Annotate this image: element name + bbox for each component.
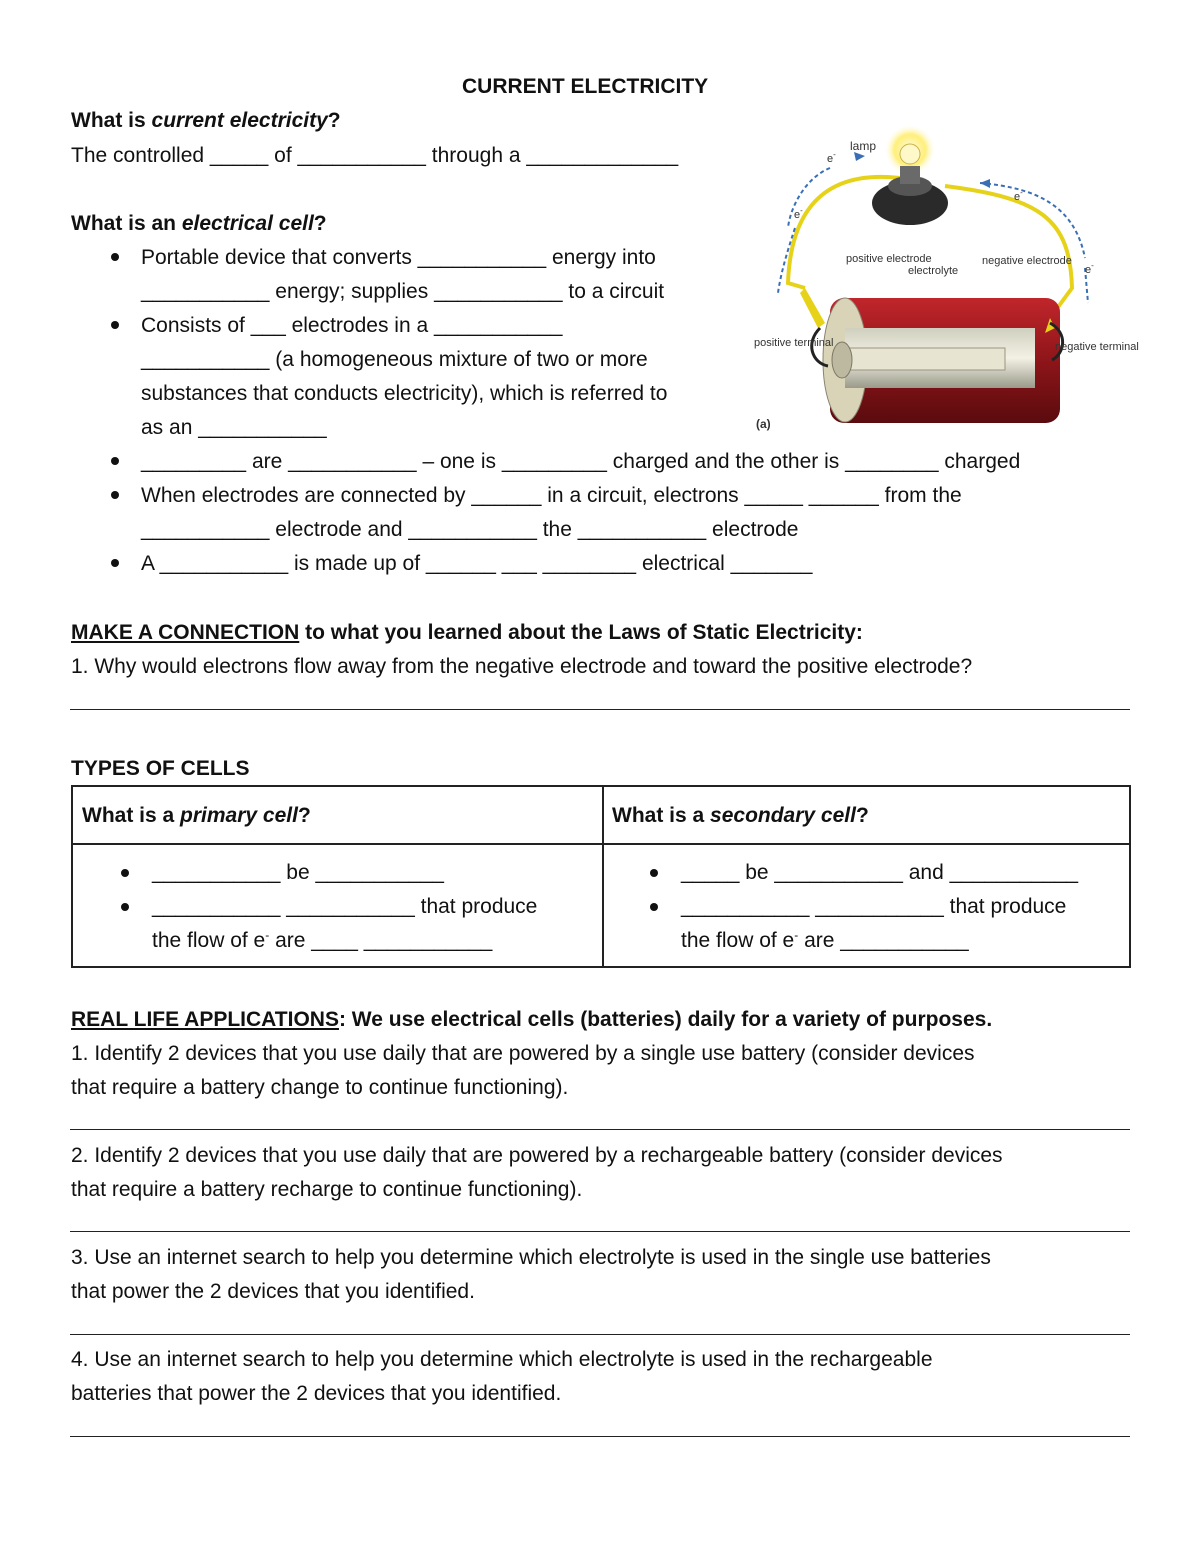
- lamp-neck: [900, 166, 920, 184]
- label-electrolyte: electrolyte: [908, 265, 959, 277]
- types-heading: TYPES OF CELLS: [71, 757, 250, 780]
- connection-heading: [71, 620, 863, 646]
- q2-em: electrical cell: [181, 212, 314, 235]
- cell-line-10: A ___________ is made up of ______ ___ ________ electrical _______: [141, 552, 813, 575]
- primary-cell-header: [82, 803, 311, 829]
- connection-heading-underlined: MAKE A CONNECTION: [71, 621, 300, 644]
- secondary-pre: What is a: [612, 804, 711, 827]
- cell-line-8: When electrodes are connected by ______ in a circuit, electrons _____ ______ from the: [141, 484, 962, 507]
- primary-post: ?: [297, 804, 311, 827]
- table-divider: [602, 787, 604, 966]
- secondary-em: secondary cell: [710, 804, 856, 827]
- secondary-line-3-sup: -: [794, 928, 799, 942]
- bullet: [121, 903, 129, 911]
- label-e: e-: [794, 206, 803, 221]
- connection-question: 1. Why would electrons flow away from the negative electrode and toward the positive electrode?: [71, 655, 973, 678]
- question-electrical-cell: [71, 211, 327, 237]
- label-e: e-: [827, 150, 836, 165]
- primary-line-3-post: are ____ ___________: [269, 929, 493, 952]
- cell-line-3: Consists of ___ electrodes in a ___________: [141, 314, 563, 337]
- app-q1-line-2: that require a battery change to continue functioning).: [71, 1076, 569, 1099]
- label-positive-electrode: positive electrode: [846, 253, 932, 265]
- secondary-line-3-pre: the flow of e: [681, 929, 795, 952]
- app-q3-line-2: that power the 2 devices that you identified.: [71, 1280, 475, 1303]
- secondary-line-3: [681, 928, 969, 954]
- table-divider: [73, 843, 1129, 845]
- secondary-line-2: ___________ ___________ that produce: [681, 895, 1067, 918]
- cell-line-6: as an ___________: [141, 416, 327, 439]
- label-figure: (a): [756, 417, 771, 431]
- primary-line-2: ___________ ___________ that produce: [152, 895, 538, 918]
- app-q1-line-1: 1. Identify 2 devices that you use daily that are powered by a single use battery (consider devices: [71, 1042, 975, 1065]
- app-q3-line-1: 3. Use an internet search to help you determine which electrolyte is used in the single use batteries: [71, 1246, 991, 1269]
- cell-line-1: Portable device that converts ___________ energy into: [141, 246, 656, 269]
- bullet: [121, 869, 129, 877]
- answer-line[interactable]: [70, 1129, 1130, 1130]
- secondary-line-3-post: are ___________: [798, 929, 969, 952]
- q1-answer-line: The controlled _____ of ___________ through a _____________: [71, 144, 679, 167]
- arrowhead: [980, 179, 990, 188]
- label-e: e-: [1085, 261, 1094, 276]
- app-q2-line-2: that require a battery recharge to continue functioning).: [71, 1178, 583, 1201]
- types-table: [71, 785, 1131, 968]
- answer-line[interactable]: [70, 1334, 1130, 1335]
- cell-line-2: ___________ energy; supplies ___________ to a circuit: [141, 280, 665, 303]
- label-e: e-: [1014, 188, 1023, 203]
- secondary-cell-header: [612, 803, 869, 829]
- primary-line-1: ___________ be ___________: [152, 861, 444, 884]
- bullet: [111, 491, 119, 499]
- primary-em: primary cell: [180, 804, 298, 827]
- battery-cap: [832, 342, 852, 378]
- primary-line-3-pre: the flow of e: [152, 929, 266, 952]
- q2-post: ?: [313, 212, 327, 235]
- arrowhead: [854, 152, 865, 161]
- secondary-line-1: _____ be ___________ and ___________: [681, 861, 1079, 884]
- q1-pre: What is: [71, 109, 152, 132]
- cell-line-7: _________ are ___________ – one is _________ charged and the other is ________ charged: [141, 450, 1021, 473]
- app-q2-line-1: 2. Identify 2 devices that you use daily that are powered by a rechargeable battery (consider devices: [71, 1144, 1003, 1167]
- answer-line[interactable]: [70, 1436, 1130, 1437]
- bullet: [111, 559, 119, 567]
- q1-em: current electricity: [151, 109, 328, 132]
- applications-heading-underlined: REAL LIFE APPLICATIONS: [71, 1008, 339, 1031]
- question-current-electricity: [71, 108, 341, 134]
- primary-line-3-sup: -: [265, 928, 270, 942]
- bullet: [650, 903, 658, 911]
- cell-line-9: ___________ electrode and ___________ the ___________ electrode: [141, 518, 799, 541]
- applications-heading: [71, 1007, 992, 1033]
- answer-line[interactable]: [70, 709, 1130, 710]
- secondary-post: ?: [855, 804, 869, 827]
- bullet: [650, 869, 658, 877]
- q2-pre: What is an: [71, 212, 182, 235]
- label-negative-electrode: negative electrode: [982, 255, 1072, 267]
- page-title: CURRENT ELECTRICITY: [462, 75, 709, 98]
- primary-line-3: [152, 928, 492, 954]
- q1-post: ?: [327, 109, 341, 132]
- battery-circuit-diagram: [750, 128, 1139, 438]
- bullet: [111, 457, 119, 465]
- bullet: [111, 253, 119, 261]
- label-positive-terminal: positive terminal: [754, 337, 834, 349]
- primary-pre: What is a: [82, 804, 181, 827]
- label-lamp: lamp: [850, 139, 877, 153]
- label-negative-terminal: negative terminal: [1055, 341, 1139, 353]
- cell-line-4: ___________ (a homogeneous mixture of two or more: [141, 348, 648, 371]
- applications-heading-rest: : We use electrical cells (batteries) daily for a variety of purposes.: [338, 1008, 993, 1031]
- clip-left: [800, 288, 825, 328]
- connection-heading-rest: to what you learned about the Laws of Static Electricity:: [299, 621, 863, 644]
- bullet: [111, 321, 119, 329]
- lamp-bulb: [900, 144, 920, 164]
- cell-line-5: substances that conducts electricity), which is referred to: [141, 382, 668, 405]
- app-q4-line-1: 4. Use an internet search to help you determine which electrolyte is used in the rechargeable: [71, 1348, 933, 1371]
- app-q4-line-2: batteries that power the 2 devices that you identified.: [71, 1382, 562, 1405]
- battery-rod: [845, 348, 1005, 370]
- answer-line[interactable]: [70, 1231, 1130, 1232]
